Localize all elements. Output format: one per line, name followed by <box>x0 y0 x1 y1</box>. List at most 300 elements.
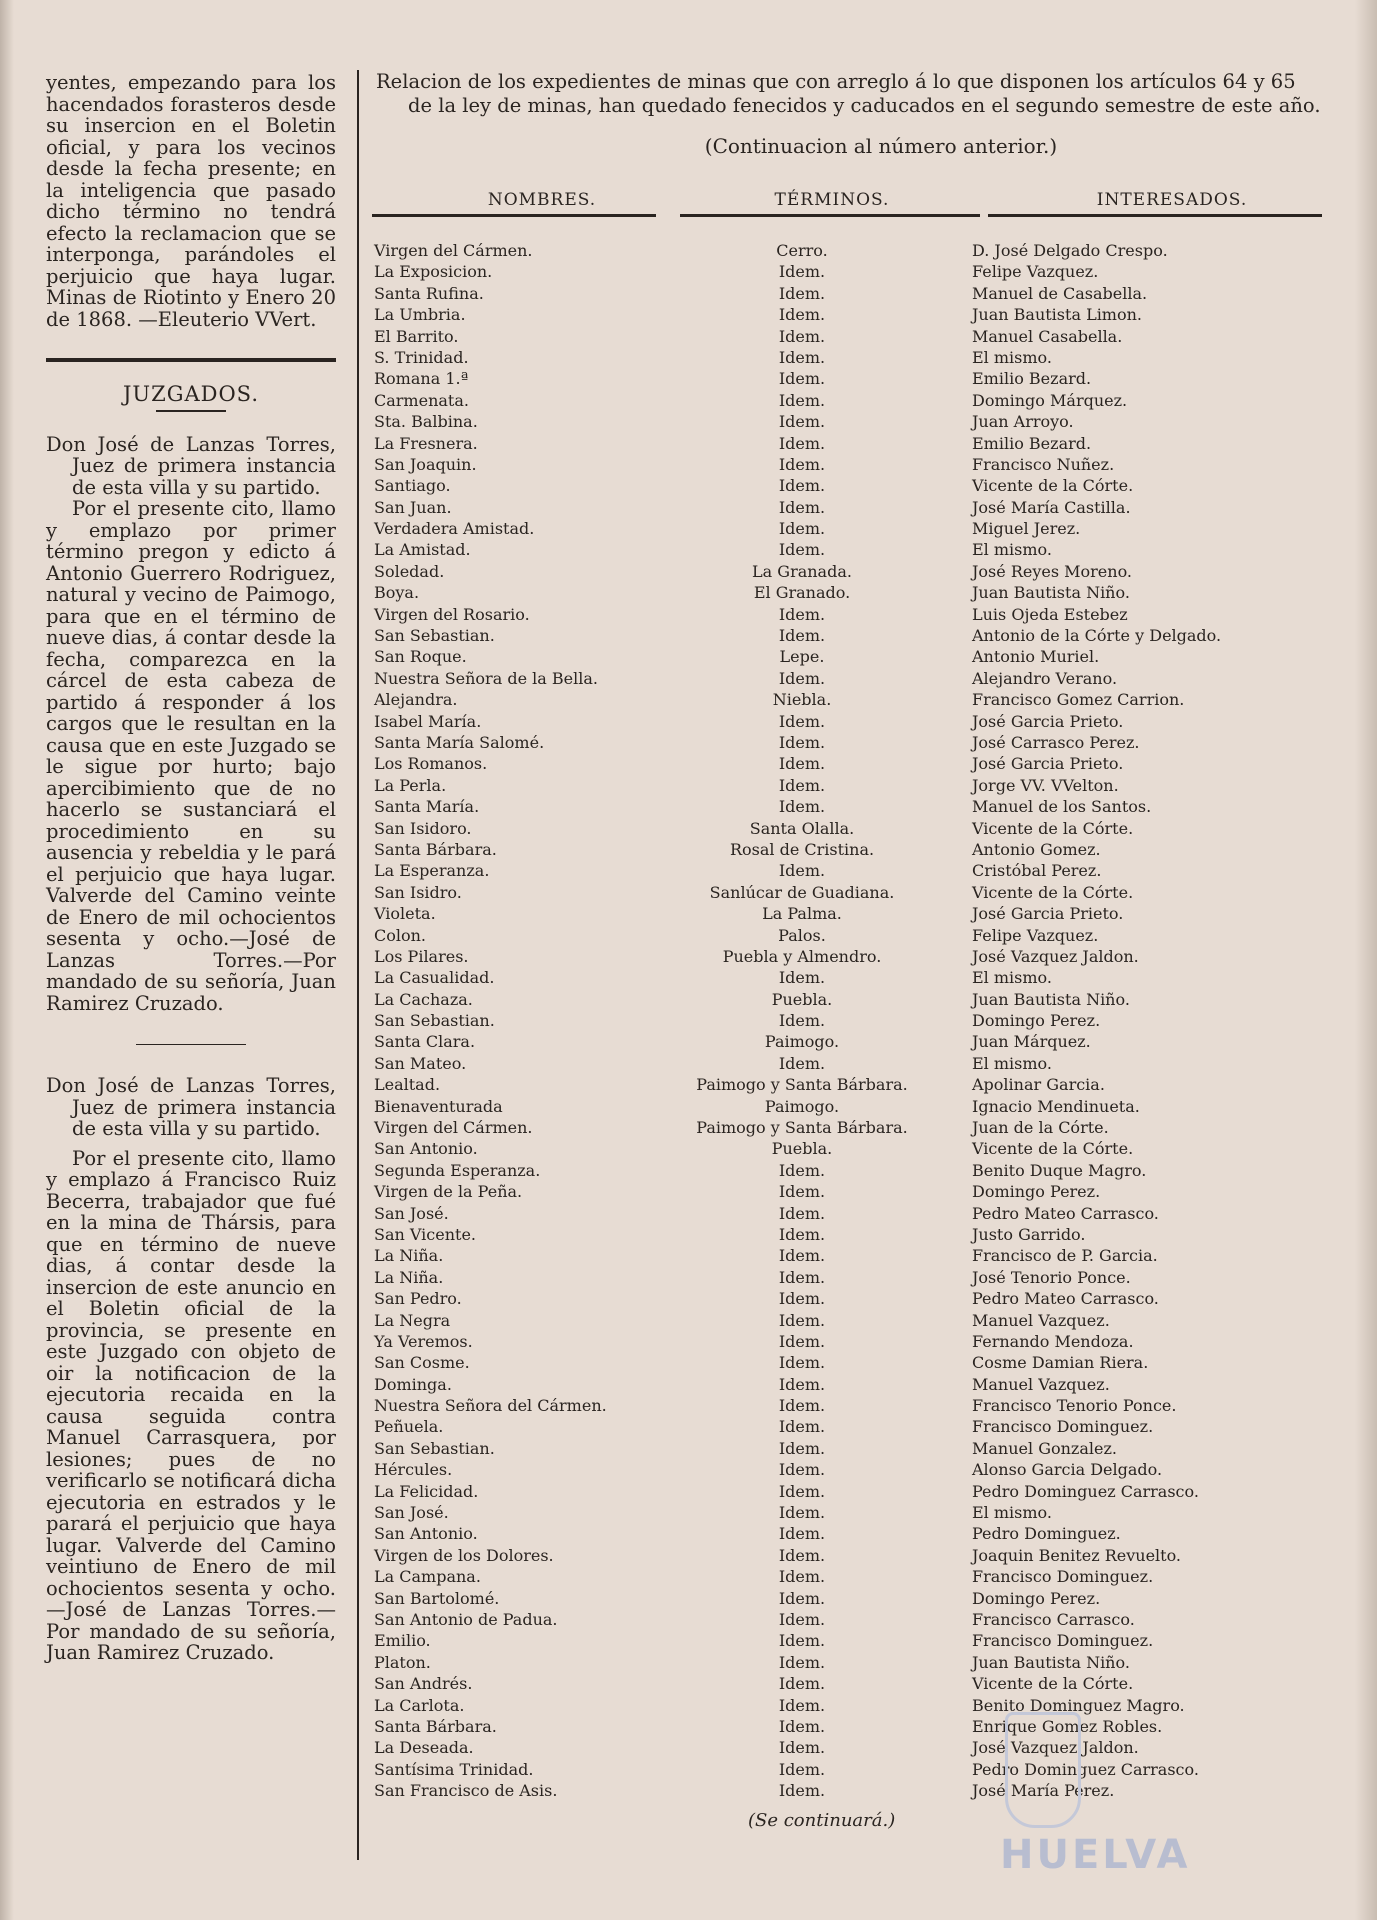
left-column <box>46 72 336 1664</box>
mine-interested: Vicente de la Córte. <box>972 818 1134 838</box>
mine-term: Paimogo. <box>764 1032 840 1052</box>
mine-term: Idem. <box>778 861 826 881</box>
mine-term: Paimogo y Santa Bárbara. <box>696 1075 908 1095</box>
mine-name: Santa Bárbara. <box>374 1716 497 1736</box>
table-row <box>372 1481 1330 1502</box>
mine-name: San Juan. <box>374 497 452 517</box>
mine-term: Idem. <box>778 1652 826 1672</box>
mine-name: Los Romanos. <box>374 754 488 774</box>
table-row <box>372 582 1330 603</box>
mine-name: Santa María Salomé. <box>374 732 545 752</box>
mine-term: Idem. <box>778 1716 826 1736</box>
mine-term: Idem. <box>778 1011 826 1031</box>
mine-term: Puebla y Almendro. <box>722 946 882 966</box>
mine-name: La Deseada. <box>374 1738 474 1758</box>
mine-name: San Bartolomé. <box>374 1588 500 1608</box>
mines-relation <box>372 70 1330 1801</box>
mine-term: Idem. <box>778 797 826 817</box>
edict-2-heading: Don José de Lanzas Torres, Juez de primera instancia de esta villa y su partido. <box>46 1074 336 1140</box>
mine-term: La Palma. <box>762 904 842 924</box>
mine-term: Idem. <box>778 326 826 346</box>
mine-name: Santísima Trinidad. <box>374 1759 534 1779</box>
table-row <box>372 1160 1330 1181</box>
page-edge-left <box>0 0 14 1920</box>
table-row <box>372 240 1330 261</box>
mine-interested: José Garcia Prieto. <box>972 754 1124 774</box>
table-row <box>372 1438 1330 1459</box>
mine-name: Santa Clara. <box>374 1032 476 1052</box>
mine-interested: El mismo. <box>972 1503 1052 1523</box>
mine-term: Idem. <box>778 968 826 988</box>
mine-interested: Francisco Dominguez. <box>972 1631 1154 1651</box>
table-row <box>372 882 1330 903</box>
mine-term: Idem. <box>778 1567 826 1587</box>
mine-term: Puebla. <box>771 989 833 1009</box>
table-row <box>372 1566 1330 1587</box>
mine-term: Idem. <box>778 283 826 303</box>
mine-term: Idem. <box>778 262 826 282</box>
mine-name: San Antonio. <box>374 1139 478 1159</box>
mines-table <box>372 240 1330 1802</box>
table-row <box>372 1245 1330 1266</box>
mine-interested: Domingo Perez. <box>972 1011 1101 1031</box>
mine-interested: El mismo. <box>972 1053 1052 1073</box>
table-row <box>372 1288 1330 1309</box>
table-row <box>372 839 1330 860</box>
table-row <box>372 1630 1330 1651</box>
mine-interested: Cosme Damian Riera. <box>972 1353 1149 1373</box>
mine-term: Idem. <box>778 1331 826 1351</box>
table-row <box>372 1031 1330 1052</box>
mine-term: Idem. <box>778 476 826 496</box>
table-row <box>372 646 1330 667</box>
table-row <box>372 818 1330 839</box>
mine-name: Sta. Balbina. <box>374 412 478 432</box>
mine-interested: Domingo Perez. <box>972 1182 1101 1202</box>
table-row <box>372 304 1330 325</box>
table-row <box>372 1096 1330 1117</box>
mine-interested: Alejandro Verano. <box>972 668 1118 688</box>
mine-term: Idem. <box>778 1310 826 1330</box>
table-row <box>372 283 1330 304</box>
edict-divider <box>136 1044 246 1045</box>
mine-term: Idem. <box>778 305 826 325</box>
table-row <box>372 1502 1330 1523</box>
mine-interested: Manuel Vazquez. <box>972 1374 1110 1394</box>
mine-name: San Sebastian. <box>374 626 495 646</box>
header-rule <box>680 214 980 217</box>
table-row <box>372 1545 1330 1566</box>
mine-interested: Emilio Bezard. <box>972 369 1092 389</box>
mine-interested: Vicente de la Córte. <box>972 882 1134 902</box>
mine-interested: Francisco Gomez Carrion. <box>972 690 1185 710</box>
table-row <box>372 1609 1330 1630</box>
mine-interested: Antonio Muriel. <box>972 647 1100 667</box>
mine-interested: José Reyes Moreno. <box>972 561 1133 581</box>
table-row <box>372 860 1330 881</box>
mine-term: Idem. <box>778 1481 826 1501</box>
mine-interested: Ignacio Mendinueta. <box>972 1096 1140 1116</box>
mine-interested: Felipe Vazquez. <box>972 262 1099 282</box>
mine-interested: Francisco Dominguez. <box>972 1567 1154 1587</box>
mine-name: Los Pilares. <box>374 946 469 966</box>
mine-term: Sanlúcar de Guadiana. <box>709 882 895 902</box>
table-row <box>372 925 1330 946</box>
mine-term: Niebla. <box>772 690 832 710</box>
mine-term: Idem. <box>778 1224 826 1244</box>
mine-name: El Barrito. <box>374 326 459 346</box>
mine-interested: Vicente de la Córte. <box>972 1139 1134 1159</box>
header-nombres: NOMBRES. <box>487 190 597 210</box>
mine-name: Bienaventurada <box>374 1096 503 1116</box>
mine-name: San Pedro. <box>374 1289 462 1309</box>
mine-name: Santa Rufina. <box>374 283 484 303</box>
mine-interested: José María Castilla. <box>972 497 1131 517</box>
mine-term: Santa Olalla. <box>749 818 855 838</box>
table-row <box>372 711 1330 732</box>
table-row <box>372 518 1330 539</box>
table-row <box>372 1716 1330 1737</box>
table-row <box>372 668 1330 689</box>
mine-name: Isabel María. <box>374 711 482 731</box>
mine-name: Virgen de la Peña. <box>374 1182 523 1202</box>
table-row <box>372 1374 1330 1395</box>
mine-term: Idem. <box>778 519 826 539</box>
mine-interested: Benito Duque Magro. <box>972 1160 1147 1180</box>
heading-ornament <box>156 410 226 412</box>
mine-interested: El mismo. <box>972 347 1052 367</box>
mine-name: Alejandra. <box>374 690 458 710</box>
mine-name: Ya Veremos. <box>374 1331 473 1351</box>
mine-name: San Mateo. <box>374 1053 467 1073</box>
mine-interested: Domingo Márquez. <box>972 390 1128 410</box>
opening-paragraph: yentes, empezando para los hacendados forasteros desde su insercion en el Boletin oficial, y para los vecinos desde la fecha presente; en la inteligencia que pasado dicho término no tendrá efecto la reclamacion que se interponga, parándoles el perjuicio que haya lugar. Minas de Riotinto y Enero 20 de 1868. —Eleuterio VVert. <box>46 71 336 331</box>
mine-interested: Cristóbal Perez. <box>972 861 1102 881</box>
mine-interested: Francisco Dominguez. <box>972 1417 1154 1437</box>
mine-name: Santa María. <box>374 797 480 817</box>
table-row <box>372 967 1330 988</box>
mine-interested: José Vazquez Jaldon. <box>972 1738 1139 1758</box>
relation-title-line-2: de la ley de minas, han quedado fenecidos y caducados en el segundo semestre de este año. <box>408 94 1321 117</box>
mine-term: Idem. <box>778 668 826 688</box>
mine-interested: Juan Bautista Niño. <box>972 583 1130 603</box>
table-row <box>372 411 1330 432</box>
mine-name: La Cachaza. <box>374 989 473 1009</box>
continuation-note: (Continuacion al número anterior.) <box>704 134 1058 158</box>
mine-interested: Emilio Bezard. <box>972 433 1092 453</box>
table-row <box>372 1673 1330 1694</box>
mine-name: San Sebastian. <box>374 1438 495 1458</box>
mine-name: La Esperanza. <box>374 861 490 881</box>
mine-interested: Antonio Gomez. <box>972 839 1101 859</box>
mine-name: La Umbria. <box>374 305 466 325</box>
table-row <box>372 1652 1330 1673</box>
mine-name: Nuestra Señora de la Bella. <box>374 668 598 688</box>
mine-interested: Luis Ojeda Estebez <box>972 604 1128 624</box>
library-seal <box>1005 1712 1081 1828</box>
table-row <box>372 1737 1330 1758</box>
table-row <box>372 1053 1330 1074</box>
header-interesados: INTERESADOS. <box>1096 190 1248 210</box>
mine-name: Hércules. <box>374 1460 453 1480</box>
table-row <box>372 625 1330 646</box>
mine-interested: Juan Bautista Limon. <box>972 305 1142 325</box>
mine-term: Rosal de Cristina. <box>729 839 875 859</box>
table-row <box>372 454 1330 475</box>
mine-term: Idem. <box>778 1160 826 1180</box>
mine-term: Idem. <box>778 390 826 410</box>
mine-term: Idem. <box>778 1460 826 1480</box>
table-row <box>372 497 1330 518</box>
mine-interested: Pedro Dominguez Carrasco. <box>972 1759 1199 1779</box>
edict-1-body: Por el presente cito, llamo y emplazo por primer término pregon y edicto á Antonio Guerrero Rodriguez, natural y vecino de Paimogo, para que en el término de nueve dias, á contar desde la fecha, comparezca en la cárcel de esta cabeza de partido á responder á los cargos que le resultan en la causa que en este Juzgado se le sigue por hurto; bajo apercibimiento que de no hacerlo se sustanciará el procedimiento en su ausencia y rebeldia y le pará el perjuicio que haya lugar. Valverde del Camino veinte de Enero de mil ochocientos sesenta y ocho.—José de Lanzas Torres.—Por mandado de su señoría, Juan Ramirez Cruzado. <box>46 497 336 1015</box>
section-rule <box>46 358 336 362</box>
mine-interested: José Tenorio Ponce. <box>972 1267 1131 1287</box>
mine-interested: Francisco Nuñez. <box>972 454 1115 474</box>
mine-name: Violeta. <box>374 904 436 924</box>
mine-name: San Sebastian. <box>374 1011 495 1031</box>
table-row <box>372 1395 1330 1416</box>
mine-name: San Joaquin. <box>374 454 477 474</box>
mine-interested: Domingo Perez. <box>972 1588 1101 1608</box>
mine-name: Verdadera Amistad. <box>374 519 535 539</box>
mine-name: La Amistad. <box>374 540 471 560</box>
table-row <box>372 604 1330 625</box>
header-terminos: TÉRMINOS. <box>774 190 890 210</box>
mine-term: Idem. <box>778 347 826 367</box>
table-row <box>372 1352 1330 1373</box>
mine-term: Idem. <box>778 1503 826 1523</box>
table-row <box>372 347 1330 368</box>
mine-term: Idem. <box>778 1053 826 1073</box>
mine-name: La Casualidad. <box>374 968 495 988</box>
mine-interested: Juan Bautista Niño. <box>972 1652 1130 1672</box>
mine-term: Idem. <box>778 1182 826 1202</box>
mine-term: Idem. <box>778 454 826 474</box>
table-row <box>372 1695 1330 1716</box>
mine-name: Santiago. <box>374 476 451 496</box>
mine-term: Idem. <box>778 1353 826 1373</box>
mine-interested: José Garcia Prieto. <box>972 711 1124 731</box>
table-row <box>372 1416 1330 1437</box>
mine-term: Paimogo. <box>764 1096 840 1116</box>
mine-term: Idem. <box>778 1781 826 1801</box>
mine-name: Dominga. <box>374 1374 452 1394</box>
mine-term: Idem. <box>778 1610 826 1629</box>
table-row <box>372 475 1330 496</box>
mine-interested: D. José Delgado Crespo. <box>972 241 1168 260</box>
mine-interested: Enrique Gomez Robles. <box>972 1716 1163 1736</box>
mine-term: Idem. <box>778 1203 826 1223</box>
mine-term: Lepe. <box>779 647 825 667</box>
mine-interested: Pedro Mateo Carrasco. <box>972 1203 1159 1223</box>
table-row <box>372 390 1330 411</box>
mine-name: Nuestra Señora del Cármen. <box>374 1396 607 1416</box>
table-row <box>372 433 1330 454</box>
table-row <box>372 775 1330 796</box>
mine-interested: Antonio de la Córte y Delgado. <box>972 626 1222 646</box>
table-row <box>372 1310 1330 1331</box>
mine-name: Soledad. <box>374 561 445 581</box>
mine-interested: Jorge VV. VVelton. <box>972 775 1119 795</box>
mine-interested: Manuel de los Santos. <box>972 797 1152 817</box>
mine-interested: Vicente de la Córte. <box>972 1674 1134 1694</box>
mine-interested: Benito Dominguez Magro. <box>972 1695 1185 1715</box>
mine-interested: Pedro Dominguez. <box>972 1524 1121 1544</box>
mine-name: San Isidoro. <box>374 818 472 838</box>
mine-name: La Felicidad. <box>374 1481 479 1501</box>
column-divider <box>357 70 359 1860</box>
mine-name: Segunda Esperanza. <box>374 1160 541 1180</box>
table-row <box>372 1074 1330 1095</box>
mine-name: La Negra <box>374 1310 451 1330</box>
mine-term: Idem. <box>778 1417 826 1437</box>
mine-term: Idem. <box>778 732 826 752</box>
mine-term: Paimogo y Santa Bárbara. <box>696 1118 908 1138</box>
edict-2-body: Por el presente cito, llamo y emplazo á Francisco Ruiz Becerra, trabajador que fué en la mina de Thársis, para que en término de nueve dias, á contar desde la insercion de este anuncio en el Boletin oficial de la provincia, se presente en este Juzgado con objeto de oir la notificacion de la ejecutoria recaida en la causa seguida contra Manuel Carrasquera, por lesiones; pues de no verificarlo se notificará dicha ejecutoria en estrados y le parará el perjuicio que haya lugar. Valverde del Camino veintiuno de Enero de mil ochocientos sesenta y ocho.—José de Lanzas Torres.—Por mandado de su señoría, Juan Ramirez Cruzado. <box>46 1146 336 1664</box>
mine-name: Virgen de los Dolores. <box>374 1545 554 1565</box>
mine-name: Romana 1.ª <box>374 369 469 389</box>
watermark-text: HUELVA <box>1000 1832 1191 1878</box>
mine-interested: Justo Garrido. <box>972 1224 1086 1244</box>
mine-term: Idem. <box>778 1631 826 1651</box>
mine-term: Idem. <box>778 1588 826 1608</box>
mine-name: La Niña. <box>374 1267 444 1287</box>
table-row <box>372 1224 1330 1245</box>
mine-term: Idem. <box>778 1267 826 1287</box>
mine-interested: Manuel Vazquez. <box>972 1310 1110 1330</box>
mine-term: Idem. <box>778 711 826 731</box>
mine-term: Idem. <box>778 412 826 432</box>
mine-interested: Alonso Garcia Delgado. <box>972 1460 1163 1480</box>
mine-name: San Isidro. <box>374 882 462 902</box>
mine-term: Idem. <box>778 604 826 624</box>
mine-name: Santa Bárbara. <box>374 839 497 859</box>
mine-name: Virgen del Rosario. <box>374 604 530 624</box>
mine-interested: Juan de la Córte. <box>972 1118 1109 1138</box>
table-row <box>372 1267 1330 1288</box>
mine-term: Idem. <box>778 1374 826 1394</box>
mine-name: Emilio. <box>374 1631 431 1651</box>
mine-name: San Cosme. <box>374 1353 470 1373</box>
mine-name: San Antonio de Padua. <box>374 1610 558 1629</box>
mine-interested: Francisco Carrasco. <box>972 1610 1135 1629</box>
mine-name: Peñuela. <box>374 1417 444 1437</box>
table-row <box>372 989 1330 1010</box>
table-row <box>372 753 1330 774</box>
mine-term: Idem. <box>778 369 826 389</box>
table-row <box>372 1010 1330 1031</box>
mine-term: Idem. <box>778 540 826 560</box>
mine-name: San Andrés. <box>374 1674 473 1694</box>
mine-term: Idem. <box>778 433 826 453</box>
mine-interested: Fernando Mendoza. <box>972 1331 1134 1351</box>
header-rule <box>988 214 1322 217</box>
mine-interested: José Vazquez Jaldon. <box>972 946 1139 966</box>
mine-name: Boya. <box>374 583 420 603</box>
mine-name: La Fresnera. <box>374 433 478 453</box>
mine-interested: Joaquin Benitez Revuelto. <box>972 1545 1182 1565</box>
mine-name: Virgen del Cármen. <box>374 1118 533 1138</box>
mine-name: La Niña. <box>374 1246 444 1266</box>
page-edge-right <box>1355 0 1377 1920</box>
table-row <box>372 368 1330 389</box>
mine-name: La Perla. <box>374 775 447 795</box>
mine-interested: Francisco Tenorio Ponce. <box>972 1396 1177 1416</box>
mine-name: S. Trinidad. <box>374 347 469 367</box>
table-row <box>372 261 1330 282</box>
table-header <box>372 190 1330 220</box>
mine-name: Platon. <box>374 1652 431 1672</box>
mine-term: Idem. <box>778 497 826 517</box>
mine-term: Idem. <box>778 1438 826 1458</box>
mine-term: Idem. <box>778 1396 826 1416</box>
mine-interested: Manuel Casabella. <box>972 326 1123 346</box>
mine-interested: Apolinar Garcia. <box>972 1075 1105 1095</box>
table-row <box>372 1780 1330 1801</box>
mine-interested: José Garcia Prieto. <box>972 904 1124 924</box>
mine-name: La Exposicion. <box>374 262 493 282</box>
table-row <box>372 689 1330 710</box>
mine-interested: Juan Bautista Niño. <box>972 989 1130 1009</box>
table-row <box>372 539 1330 560</box>
table-row <box>372 1459 1330 1480</box>
table-row <box>372 1331 1330 1352</box>
mine-term: Idem. <box>778 1695 826 1715</box>
mine-interested: El mismo. <box>972 540 1052 560</box>
mine-term: Idem. <box>778 1759 826 1779</box>
mine-name: San Vicente. <box>374 1224 476 1244</box>
mine-interested: Miguel Jerez. <box>972 519 1081 539</box>
mine-name: San José. <box>374 1503 449 1523</box>
mine-interested: Juan Arroyo. <box>972 412 1074 432</box>
mine-term: Idem. <box>778 1246 826 1266</box>
table-row <box>372 1138 1330 1159</box>
mine-interested: Pedro Dominguez Carrasco. <box>972 1481 1199 1501</box>
mine-name: San Antonio. <box>374 1524 478 1544</box>
mine-name: San Francisco de Asis. <box>374 1781 558 1801</box>
mine-term: Puebla. <box>771 1139 833 1159</box>
table-row <box>372 1181 1330 1202</box>
mine-term: Idem. <box>778 754 826 774</box>
mine-name: San José. <box>374 1203 449 1223</box>
table-row <box>372 1203 1330 1224</box>
mine-interested: Vicente de la Córte. <box>972 476 1134 496</box>
mine-term: Idem. <box>778 1738 826 1758</box>
table-row <box>372 1759 1330 1780</box>
mine-interested: Manuel Gonzalez. <box>972 1438 1117 1458</box>
table-row <box>372 796 1330 817</box>
mine-term: Idem. <box>778 1289 826 1309</box>
mine-term: El Granado. <box>753 583 851 603</box>
section-heading: JUZGADOS. <box>122 382 259 406</box>
table-row <box>372 732 1330 753</box>
mine-term: Idem. <box>778 626 826 646</box>
table-row <box>372 326 1330 347</box>
mine-name: Virgen del Cármen. <box>374 241 533 260</box>
table-row <box>372 903 1330 924</box>
mine-term: Idem. <box>778 1524 826 1544</box>
mine-term: Idem. <box>778 1674 826 1694</box>
header-rule <box>372 214 656 217</box>
mine-name: Carmenata. <box>374 390 469 410</box>
table-row <box>372 1117 1330 1138</box>
mine-name: Lealtad. <box>374 1075 441 1095</box>
table-row <box>372 561 1330 582</box>
mine-name: La Campana. <box>374 1567 481 1587</box>
mine-interested: El mismo. <box>972 968 1052 988</box>
mine-interested: Felipe Vazquez. <box>972 925 1099 945</box>
